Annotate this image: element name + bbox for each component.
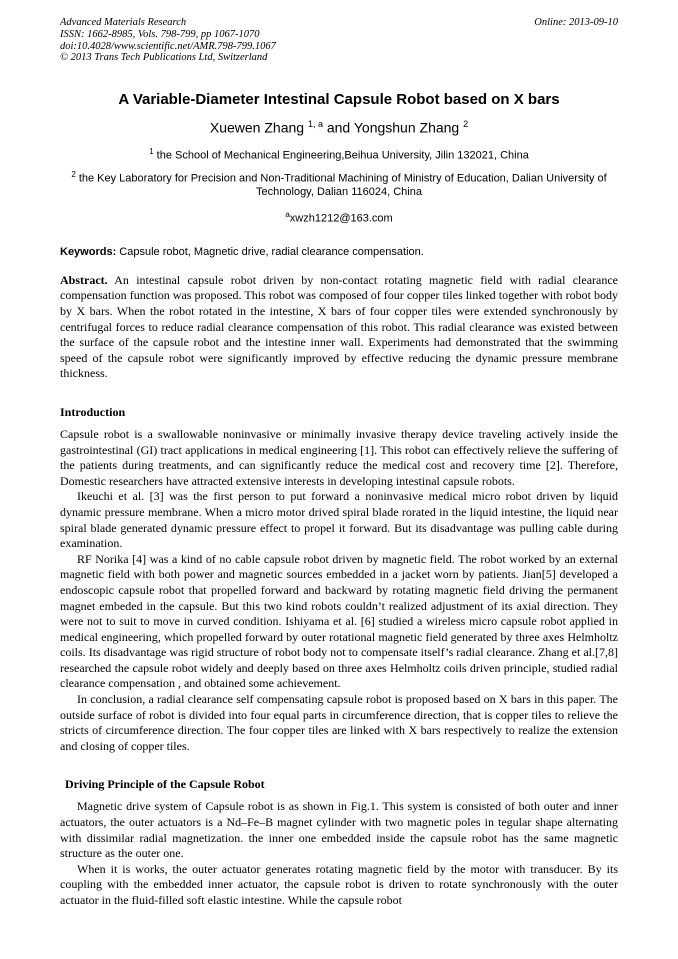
authors-line (60, 116, 618, 136)
copyright-line: © 2013 Trans Tech Publications Ltd, Switzerland (60, 52, 268, 64)
doi-line: doi:10.4028/www.scientific.net/AMR.798-799.1067 (60, 40, 276, 52)
issn-line: ISSN: 1662-8985, Vols. 798-799, pp 1067-1070 (60, 28, 260, 40)
authors-conjunction: and (326, 119, 351, 136)
keywords-label: Keywords: (60, 245, 117, 258)
email-address: xwzh1212@163.com (289, 212, 393, 225)
abstract-paragraph (60, 273, 618, 382)
journal-title: Advanced Materials Research (60, 17, 187, 28)
email-sup: a (285, 210, 290, 220)
author-1-sup: 1, a (307, 119, 323, 130)
keywords-text: Capsule robot, Magnetic drive, radial clearance compensation. (116, 245, 424, 258)
journal-header (60, 17, 618, 64)
affiliation-2 (60, 168, 618, 200)
paragraph: Capsule robot is a swallowable noninvasive or minimally invasive therapy device traveling actively inside the gastrointestinal (GI) tract applications in medical engineering [1]. This robot can effectively relieve the suffering of the patients during treatments, and can significantly reduce the medical cost and recovery time [2]. Therefore, Domestic researchers have attracted extensive interests in developing intestinal capsule robots. (60, 426, 618, 488)
paragraph: Ikeuchi et al. [3] was the first person to put forward a noninvasive medical micro robot driven by liquid dynamic pressure membrane. When a micro motor drived spiral blade rorated in the liquid intestine, the liquid near spiral blade generated dynamic pressure effect to propel it forward. But its disadvantage was pulling cable during examination. (60, 489, 618, 551)
section-heading-driving-principle: Driving Principle of the Capsule Robot (65, 777, 265, 792)
paragraph: Magnetic drive system of Capsule robot is as shown in Fig.1. This system is consisted of both outer and inner actuators, the outer actuators is a Nd–Fe–B magnet cylinder with two magnetic poles in tegular shape alternating with dissimilar radial magnetization. the inner one embedded inside the capsule robot has the same magnetic structure as the outer one. (60, 799, 618, 861)
paragraph: In conclusion, a radial clearance self compensating capsule robot is proposed based on X bars in this paper. The outside surface of robot is divided into four equal parts in circumference direction, that is copper tiles to relieve the stricts of circumference direction. The four copper tiles are linked with X bars respectively to realize the extension and closing of copper tiles. (60, 692, 618, 753)
affiliation-1-sup: 1 (149, 146, 154, 156)
affiliation-1-text: the School of Mechanical Engineering,Beihua University, Jilin 132021, China (156, 149, 529, 162)
journal-header-left (60, 17, 276, 64)
abstract-label: Abstract. (60, 272, 108, 287)
section-driving-principle (60, 799, 618, 908)
paper-title: A Variable-Diameter Intestinal Capsule Robot based on X bars (118, 91, 560, 109)
paragraph: When it is works, the outer actuator generates rotating magnetic field by the motor with transducer. By its coupling with the embedded inner actuator, the capsule robot is driven to rotate synchronously with the outer actuator in the fluid-filled soft elastic intestine. While the capsule robot (60, 861, 618, 907)
author-1: Xuewen Zhang (209, 119, 305, 136)
paragraph: RF Norika [4] was a kind of no cable capsule robot driven by magnetic field. The robot worked by an external magnetic field with both power and magnetic sources embedded in a jacket worn by patients. Jian[5] developed a endoscopic capsule robot that propelled forward and backward by rotating magnetic field driving the permanent magnet embeded in the capsule. But this two kind robots couldn’t realized adjustment of its axial direction. They were not to suit to move in curved condition. Ishiyama et al. [6] studied a wireless micro capsule robot applied in medical engineering, which propelled forward by outer rotational magnetic field generated by three axes Helmholtz coils. Its disadvantage was rigid structure of robot body not to compensate itself’s radial clearance. Zhang et al.[7,8] researched the capsule robot widely and deeply based on three axes Helmholtz coils driven principle, studied radial clearance compensation , and obtained some achievement. (60, 551, 618, 691)
online-date: Online: 2013-09-10 (534, 17, 618, 28)
affiliation-2-text: the Key Laboratory for Precision and Non-Traditional Machining of Ministry of Education, Dalian University of Technology, Dalian 116024, China (78, 172, 607, 199)
section-introduction (60, 427, 618, 754)
affiliation-2-sup: 2 (71, 169, 76, 179)
section-heading-introduction: Introduction (60, 404, 126, 419)
abstract-text: An intestinal capsule robot driven by non-contact rotating magnetic field with radial clearance compensation function was proposed. This robot was composed of four copper tiles linked together with robot body by X bars. When the robot rotated in the intestine, X bars of four copper tiles were extended synchronously by centrifugal forces to reduce radial clearance compensation of this robot. This radial clearance was existed between the surface of the capsule robot and the intestine inner wall. Experiments had demonstrated that the swimming speed of the capsule robot were significantly improved by effective reducing the dynamic pressure membrane thickness. (60, 272, 618, 381)
keywords-line (60, 245, 618, 259)
author-2-sup: 2 (463, 119, 469, 130)
email-line (60, 208, 618, 226)
author-2: Yongshun Zhang (353, 119, 460, 136)
affiliation-1 (60, 145, 618, 163)
